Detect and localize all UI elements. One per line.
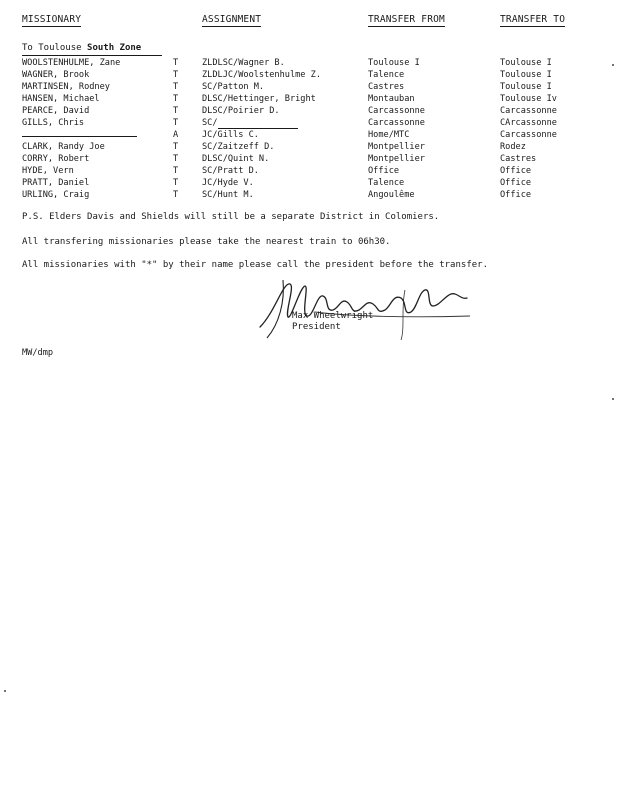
- section-rule: [22, 55, 162, 56]
- transfer-to: Office: [500, 178, 532, 188]
- transfer-to: Toulouse I: [500, 70, 552, 80]
- transfer-to: CArcassonne: [500, 118, 557, 128]
- header-missionary: MISSIONARY: [22, 14, 82, 25]
- assignment: SC/Pratt D.: [202, 166, 259, 176]
- typist-initials: MW/dmp: [22, 348, 54, 358]
- missionary-name: CORRY, Robert: [22, 154, 90, 164]
- table-row: [0, 105, 620, 117]
- note-call-president: All missionaries with "*" by their name please call the president before the transfer.: [22, 260, 488, 270]
- missionary-name: HYDE, Vern: [22, 166, 74, 176]
- status-code: T: [173, 94, 179, 104]
- header-transfer-to: TRANSFER TO: [500, 14, 566, 25]
- table-row: [0, 69, 620, 81]
- assignment: JC/Gills C.: [202, 130, 259, 140]
- blank-name-line: [22, 130, 137, 137]
- status-code: T: [173, 82, 179, 92]
- header-assignment: ASSIGNMENT: [202, 14, 262, 25]
- note-train: All transfering missionaries please take the nearest train to 06h30.: [22, 237, 391, 247]
- assignment: ZLDLJC/Woolstenhulme Z.: [202, 70, 321, 80]
- section-zone: South Zone: [87, 43, 142, 53]
- transfer-from: Carcassonne: [368, 118, 425, 128]
- note-ps: P.S. Elders Davis and Shields will still be a separate District in Colomiers.: [22, 212, 440, 222]
- assignment: SC/Zaitzeff D.: [202, 142, 275, 152]
- section-prefix: To Toulouse: [22, 43, 82, 53]
- status-code: T: [173, 70, 179, 80]
- missionary-name: PRATT, Daniel: [22, 178, 90, 188]
- status-code: T: [173, 178, 179, 188]
- header-transfer-from: TRANSFER FROM: [368, 14, 445, 25]
- assignment: DLSC/Quint N.: [202, 154, 270, 164]
- assignment-text: SC/: [202, 118, 218, 128]
- missionary-name: WAGNER, Brook: [22, 70, 90, 80]
- scan-speck: [612, 64, 614, 66]
- transfer-from: Castres: [368, 82, 405, 92]
- transfer-to: Carcassonne: [500, 130, 557, 140]
- status-code: T: [173, 58, 179, 68]
- transfer-to: Office: [500, 190, 532, 200]
- transfer-to: Carcassonne: [500, 106, 557, 116]
- status-code: T: [173, 118, 179, 128]
- status-code: T: [173, 166, 179, 176]
- transfer-from: Montpellier: [368, 142, 425, 152]
- transfer-from: Talence: [368, 70, 405, 80]
- signatory-name: Max Wheelwright: [292, 311, 374, 321]
- transfer-from: Toulouse I: [368, 58, 420, 68]
- missionary-name: CLARK, Randy Joe: [22, 142, 105, 152]
- table-row: [0, 81, 620, 93]
- assignment: DLSC/Poirier D.: [202, 106, 280, 116]
- transfer-from: Office: [368, 166, 400, 176]
- transfer-to: Office: [500, 166, 532, 176]
- transfer-to: Toulouse I: [500, 82, 552, 92]
- transfer-to: Toulouse Iv: [500, 94, 557, 104]
- missionary-name: PEARCE, David: [22, 106, 90, 116]
- transfer-from: Angoulême: [368, 190, 415, 200]
- status-code: T: [173, 190, 179, 200]
- scan-speck: [4, 690, 6, 692]
- missionary-name: MARTINSEN, Rodney: [22, 82, 110, 92]
- scan-speck: [612, 398, 614, 400]
- table-row: [0, 117, 620, 129]
- transfer-from: Montauban: [368, 94, 415, 104]
- missionary-name: WOOLSTENHULME, Zane: [22, 58, 121, 68]
- missionary-name: GILLS, Chris: [22, 118, 85, 128]
- table-row: [0, 93, 620, 105]
- assignment: DLSC/Hettinger, Bright: [202, 94, 316, 104]
- table-row: [0, 153, 620, 165]
- status-code: T: [173, 142, 179, 152]
- transfer-from: Talence: [368, 178, 405, 188]
- table-row: [0, 177, 620, 189]
- transfer-to: Toulouse I: [500, 58, 552, 68]
- transfer-from: Montpellier: [368, 154, 425, 164]
- missionary-name: [22, 129, 137, 141]
- missionary-name: HANSEN, Michael: [22, 94, 100, 104]
- assignment: SC/Hunt M.: [202, 190, 254, 200]
- transfer-to: Castres: [500, 154, 537, 164]
- status-code: T: [173, 106, 179, 116]
- blank-companion-line: [218, 120, 298, 129]
- transfer-from: Carcassonne: [368, 106, 425, 116]
- assignment: SC/Patton M.: [202, 82, 265, 92]
- transfer-to: Rodez: [500, 142, 526, 152]
- assignment: [202, 117, 298, 129]
- table-row: [0, 129, 620, 141]
- status-code: A: [173, 130, 179, 140]
- section-title: [22, 43, 141, 53]
- table-row: [0, 165, 620, 177]
- signatory-title: President: [292, 322, 341, 332]
- handwritten-signature: [255, 272, 475, 342]
- table-row: [0, 141, 620, 153]
- table-row: [0, 57, 620, 69]
- assignment: JC/Hyde V.: [202, 178, 254, 188]
- status-code: T: [173, 154, 179, 164]
- transfer-from: Home/MTC: [368, 130, 410, 140]
- missionary-name: URLING, Craig: [22, 190, 90, 200]
- table-row: [0, 189, 620, 201]
- assignment: ZLDLSC/Wagner B.: [202, 58, 285, 68]
